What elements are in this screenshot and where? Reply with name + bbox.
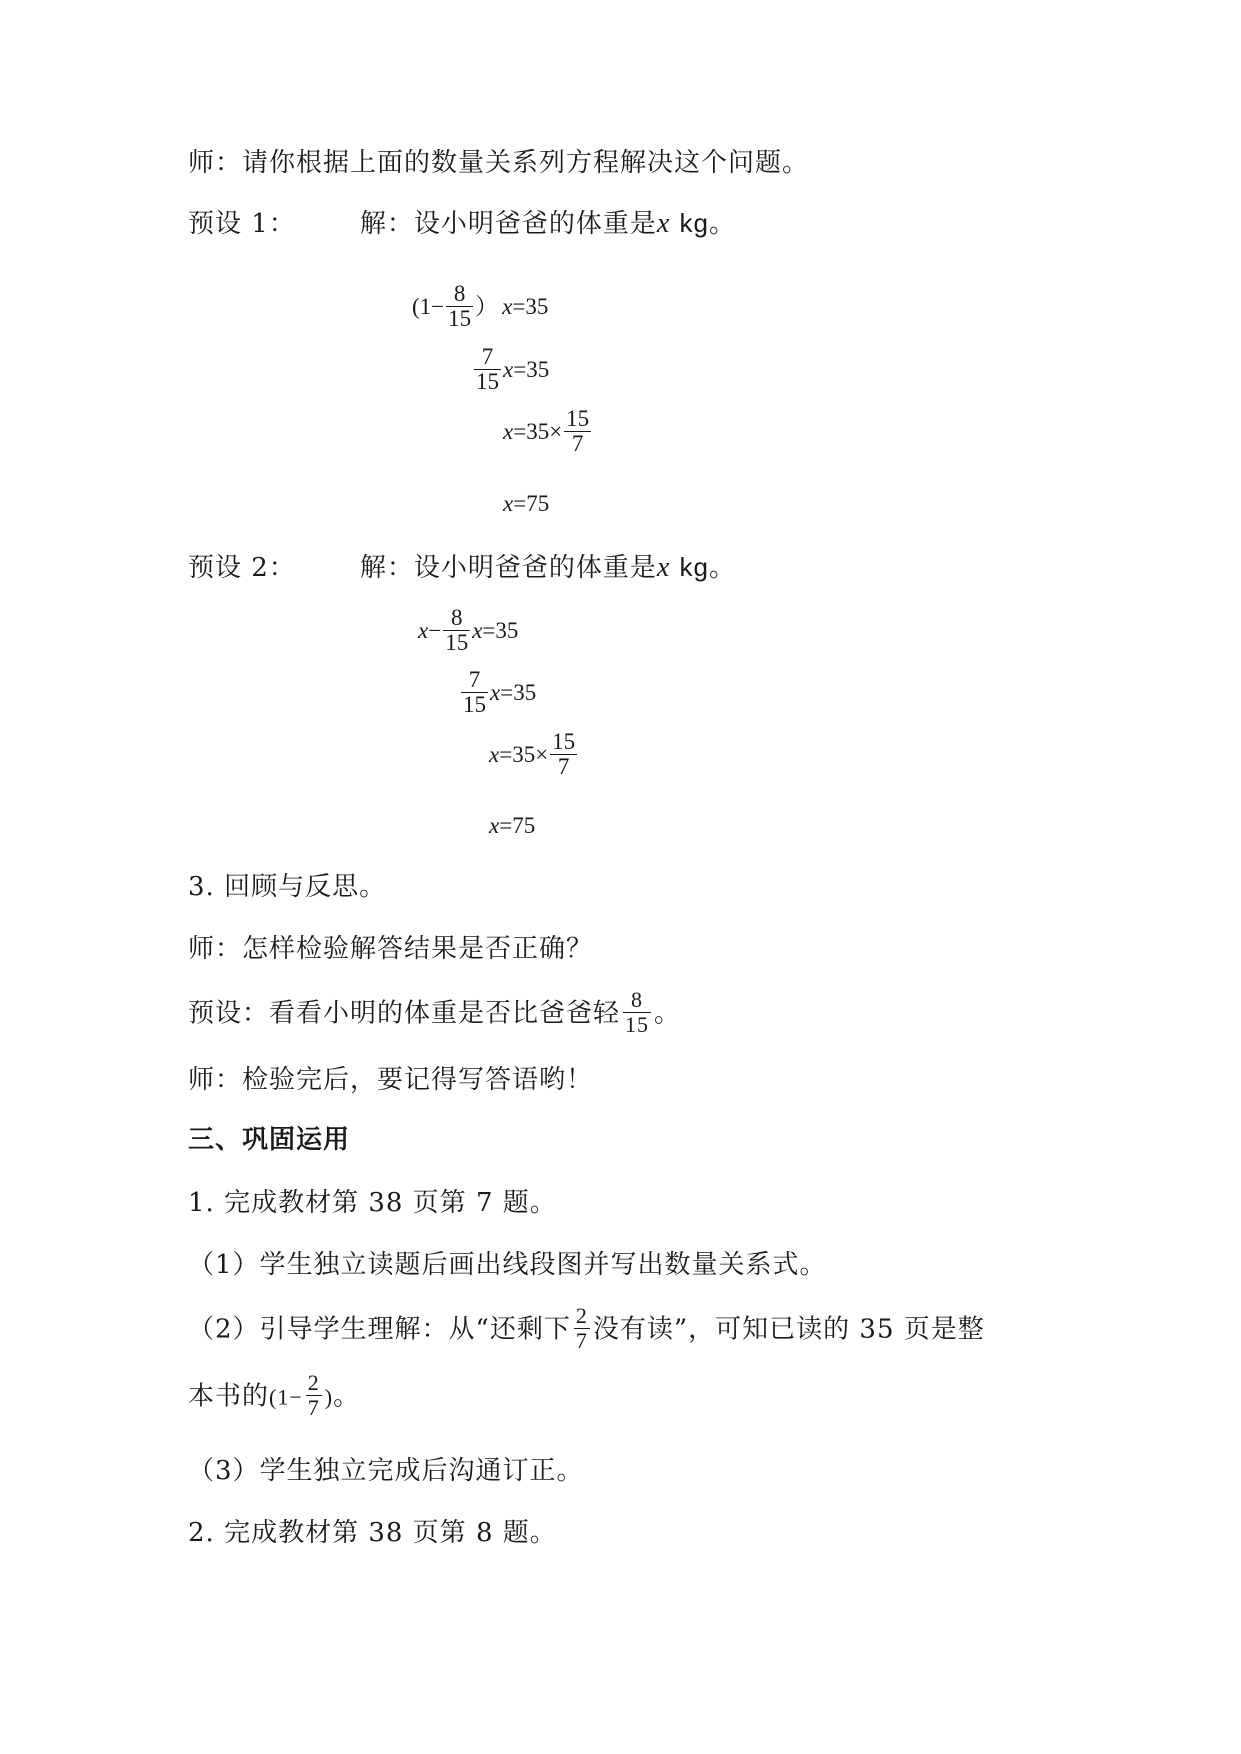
period: 。: [709, 553, 737, 583]
numerator: 15: [566, 406, 590, 431]
teacher-answer-reminder: 师：检验完后，要记得写答语哟！: [188, 1065, 594, 1095]
eq1-step3: [503, 407, 593, 456]
task-1-sub-2: [188, 1303, 985, 1355]
preset-1-header: [188, 206, 736, 241]
numerator: 2: [575, 1303, 588, 1328]
open-paren: (1−: [269, 1384, 303, 1410]
variable-x: x: [418, 617, 429, 643]
variable-x: x: [656, 208, 671, 239]
preset-2-header: [188, 550, 736, 585]
denominator: 15: [625, 1012, 650, 1038]
task-2: 2. 完成教材第 38 页第 8 题。: [188, 1518, 557, 1548]
equals-35: =35: [513, 356, 550, 382]
denominator: 7: [307, 1395, 320, 1421]
fraction-15-7: [564, 407, 591, 456]
solve-statement: 解：设小明爸爸的体重是: [359, 553, 657, 583]
unit-kg: kg: [679, 208, 709, 238]
fraction-2-7: [306, 1371, 322, 1420]
review-heading: 3. 回顾与反思。: [188, 872, 387, 902]
equals-35-times: =35×: [499, 741, 549, 767]
eq2-step1: [418, 606, 518, 655]
open-paren: (1−: [412, 293, 445, 319]
task-1-sub-2-part-c: 本书的: [188, 1381, 270, 1412]
eq1-step2: [472, 345, 549, 394]
denominator: 15: [445, 630, 469, 656]
equals-35: =35: [482, 617, 519, 643]
denominator: 15: [463, 692, 486, 718]
fraction-15-7: [550, 730, 577, 779]
section-3-heading: 三、巩固运用: [188, 1125, 351, 1155]
eq2-step4: [489, 812, 535, 840]
equals-75: =75: [513, 491, 550, 516]
preset-2-label: 预设 2：: [188, 553, 296, 583]
preset-1-label: 预设 1：: [188, 209, 296, 239]
unit-kg: kg: [679, 552, 709, 582]
task-1-sub-2-continued: [188, 1370, 361, 1422]
teacher-check-question: 师：怎样检验解答结果是否正确？: [188, 934, 594, 964]
equals-35: =35: [500, 679, 537, 705]
period: 。: [333, 1381, 361, 1412]
teacher-prompt-equation: 师：请你根据上面的数量关系列方程解决这个问题。: [188, 148, 810, 178]
preset-check-text: 预设：看看小明的体重是否比爸爸轻: [188, 998, 621, 1029]
task-1: 1. 完成教材第 38 页第 7 题。: [188, 1188, 557, 1218]
numerator: 8: [450, 605, 463, 630]
equals-35-times: =35×: [513, 418, 563, 444]
equals-75: =75: [499, 813, 536, 838]
variable-x: x: [503, 418, 514, 444]
variable-x: x: [503, 356, 514, 382]
task-1-sub-1: （1）学生独立读题后画出线段图并写出数量关系式。: [188, 1250, 827, 1280]
task-1-sub-2-part-b: 没有读”，可知已读的 35 页是整: [592, 1314, 985, 1345]
numerator: 8: [453, 281, 466, 306]
close-paren: ）: [475, 293, 499, 319]
fraction-2-7: [574, 1304, 590, 1353]
period: 。: [654, 998, 682, 1029]
task-1-sub-3: （3）学生独立完成后沟通订正。: [188, 1456, 584, 1486]
variable-x: x: [503, 491, 514, 516]
close-paren: ): [324, 1384, 334, 1410]
denominator: 7: [571, 431, 584, 457]
fraction-7-15: [474, 345, 501, 394]
numerator: 15: [552, 729, 576, 754]
fraction-8-15: [443, 606, 470, 655]
period: 。: [709, 209, 737, 239]
fraction-8-15: [623, 988, 651, 1037]
equals-35: =35: [512, 293, 549, 319]
eq2-step2: [459, 668, 536, 717]
solve-statement: 解：设小明爸爸的体重是: [359, 209, 657, 239]
variable-x: x: [472, 617, 483, 643]
eq2-step3: [489, 730, 579, 779]
eq1-step4: [503, 490, 549, 518]
numerator: 8: [631, 987, 644, 1012]
fraction-7-15: [461, 668, 488, 717]
numerator: 2: [307, 1370, 320, 1395]
fraction-8-15: [446, 282, 473, 331]
preset-check: [188, 987, 682, 1039]
eq1-step1: [412, 282, 548, 331]
variable-x: x: [502, 293, 513, 319]
task-1-sub-2-part-a: （2）引导学生理解：从“还剩下: [188, 1314, 571, 1345]
variable-x: x: [489, 813, 500, 838]
denominator: 15: [448, 306, 472, 332]
variable-x: x: [489, 741, 500, 767]
minus-sign: −: [428, 617, 442, 643]
denominator: 7: [557, 754, 570, 780]
numerator: 7: [468, 667, 481, 692]
variable-x: x: [656, 552, 671, 583]
variable-x: x: [490, 679, 501, 705]
denominator: 7: [575, 1328, 588, 1354]
denominator: 15: [476, 369, 499, 395]
numerator: 7: [481, 344, 494, 369]
